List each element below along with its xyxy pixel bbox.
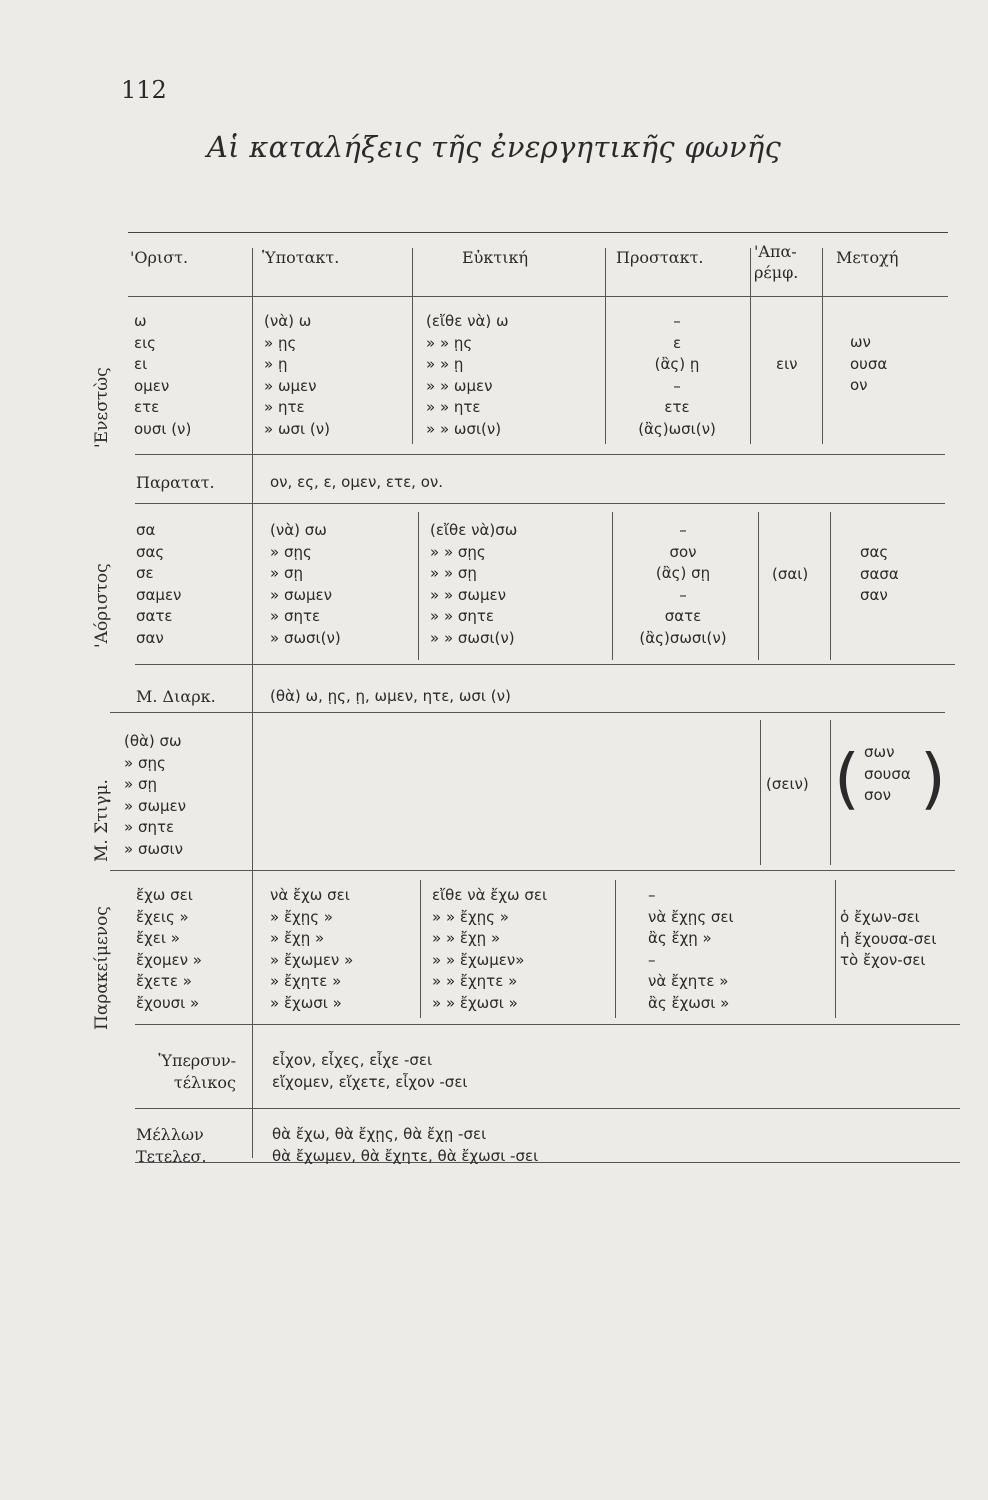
mellon-tetel-line1: θὰ ἔχω, θὰ ἔχῃς, θὰ ἔχῃ -σει xyxy=(272,1125,487,1143)
col-sep-3c xyxy=(615,880,616,1018)
left-paren: ( xyxy=(834,740,860,817)
mellon-diark-endings: (θὰ) ω, ῃς, ῃ, ωμεν, ητε, ωσι (ν) xyxy=(270,687,511,705)
enestos-aparemfato: ειν xyxy=(776,355,798,373)
header-oristiki: 'Οριστ. xyxy=(130,248,189,267)
mellon-tetel-line2: θὰ ἔχωμεν, θὰ ἔχητε, θὰ ἔχωσι -σει xyxy=(272,1147,539,1165)
col-sep-5 xyxy=(822,248,823,444)
col-sep-2 xyxy=(412,248,413,444)
label-enestos: 'Ενεστὼς xyxy=(92,367,112,448)
rule-after-paratatikos xyxy=(135,503,945,504)
col-sep-3 xyxy=(605,248,606,444)
enestos-ypotaktiki: (νὰ) ω » ῃς » ῃ » ωμεν » ητε » ωσι (ν) xyxy=(264,312,330,438)
header-ypotaktiki: Ὑποτακτ. xyxy=(262,248,340,267)
label-mellon-tetel: Μέλλων Τετελεσ. xyxy=(136,1125,207,1166)
aoristos-ypotaktiki: (νὰ) σω » σῃς » σῃ » σωμεν » σητε » σωσι(ν) xyxy=(270,521,341,647)
header-prostaktiki: Προστακτ. xyxy=(616,248,704,267)
label-mellon-stigm: Μ. Στιγμ. xyxy=(92,779,112,862)
col-sep-5c xyxy=(830,720,831,865)
header-aparemfato: 'Απα- ρέμφ. xyxy=(754,242,799,282)
col-sep-5b xyxy=(830,512,831,660)
mellon-stigm-metoxi: σων σουσα σον xyxy=(864,743,911,804)
paratatikos-endings: ον, ες, ε, ομεν, ετε, ον. xyxy=(270,473,444,491)
label-paratatikos: Παρατατ. xyxy=(136,473,215,492)
ypersyntelikos-line2: εἴχομεν, εἴχετε, εἶχον -σει xyxy=(272,1073,468,1091)
header-rule xyxy=(128,296,948,297)
ypersyntelikos-line1: εἶχον, εἶχες, εἶχε -σει xyxy=(272,1051,433,1069)
aoristos-euktiki: (εἴθε νὰ)σω » » σῃς » » σῃ » » σωμεν » » σητε » » σωσι(ν) xyxy=(430,521,518,647)
parakeimenos-prostaktiki: – νὰ ἔχῃς σει ἂς ἔχῃ » – νὰ ἔχητε » ἂς ἔχωσι » xyxy=(648,886,734,1012)
col-sep-4b xyxy=(758,512,759,660)
rule-after-ypersyntelikos xyxy=(135,1108,960,1109)
col-sep-4c xyxy=(760,720,761,865)
label-ypersyntelikos: Ὑπερσυν- τέλικος xyxy=(158,1051,236,1092)
table-top-rule xyxy=(128,232,948,233)
aoristos-prostaktiki: – σον (ἂς) σῃ – σατε (ἂς)σωσι(ν) xyxy=(639,521,727,647)
header-metoxi: Μετοχή xyxy=(836,248,899,267)
enestos-prostaktiki: – ε (ἂς) ῃ – ετε (ἂς)ωσι(ν) xyxy=(638,312,716,438)
rule-after-parakeimenos xyxy=(135,1024,960,1025)
parakeimenos-euktiki: εἴθε νὰ ἔχω σει » » ἔχῃς » » » ἔχῃ » » » ἔχωμεν» » » ἔχητε » » » ἔχωσι » xyxy=(432,886,548,1012)
parakeimenos-oristiki: ἔχω σει ἔχεις » ἔχει » ἔχομεν » ἔχετε » ἔχουσι » xyxy=(136,886,202,1012)
col-sep-2b xyxy=(418,512,419,660)
enestos-euktiki: (εἴθε νὰ) ω » » ῃς » » ῃ » » ωμεν » » ητε » » ωσι(ν) xyxy=(426,312,509,438)
mellon-stigm-oristiki: (θὰ) σω » σῃς » σῃ » σωμεν » σητε » σωσιν xyxy=(124,732,187,858)
page-title: Αἱ καταλήξεις τῆς ἐνεργητικῆς φωνῆς xyxy=(206,130,782,164)
rule-after-mellon-diark xyxy=(110,712,945,713)
label-parakeimenos: Παρακείμενος xyxy=(92,906,112,1030)
enestos-metoxi: ων ουσα ον xyxy=(850,333,888,394)
table-bottom-rule xyxy=(135,1162,960,1163)
parakeimenos-metoxi: ὁ ἔχων-σει ἡ ἔχουσα-σει τὸ ἔχον-σει xyxy=(840,908,937,969)
rule-after-aoristos xyxy=(135,664,955,665)
label-aoristos: 'Αόριστος xyxy=(92,563,112,648)
rule-after-enestos xyxy=(135,454,945,455)
parakeimenos-ypotaktiki: νὰ ἔχω σει » ἔχῃς » » ἔχῃ » » ἔχωμεν » » ἔχητε » » ἔχωσι » xyxy=(270,886,354,1012)
aoristos-aparemfato: (σαι) xyxy=(772,565,809,583)
rule-after-mellon-stigm xyxy=(110,870,955,871)
enestos-oristiki: ω εις ει ομεν ετε ουσι (ν) xyxy=(134,312,192,438)
header-euktiki: Εὐκτική xyxy=(462,248,529,267)
col-sep-1 xyxy=(252,248,253,1158)
mellon-stigm-aparemfato: (σειν) xyxy=(766,775,809,793)
page-number: 112 xyxy=(121,76,167,104)
right-paren: ) xyxy=(920,740,946,817)
col-sep-3b xyxy=(612,512,613,660)
aoristos-metoxi: σας σασα σαν xyxy=(860,543,899,604)
col-sep-2c xyxy=(420,880,421,1018)
col-sep-4 xyxy=(750,248,751,444)
label-mellon-diark: Μ. Διαρκ. xyxy=(136,687,216,706)
col-sep-5d xyxy=(835,880,836,1018)
aoristos-oristiki: σα σας σε σαμεν σατε σαν xyxy=(136,521,182,647)
